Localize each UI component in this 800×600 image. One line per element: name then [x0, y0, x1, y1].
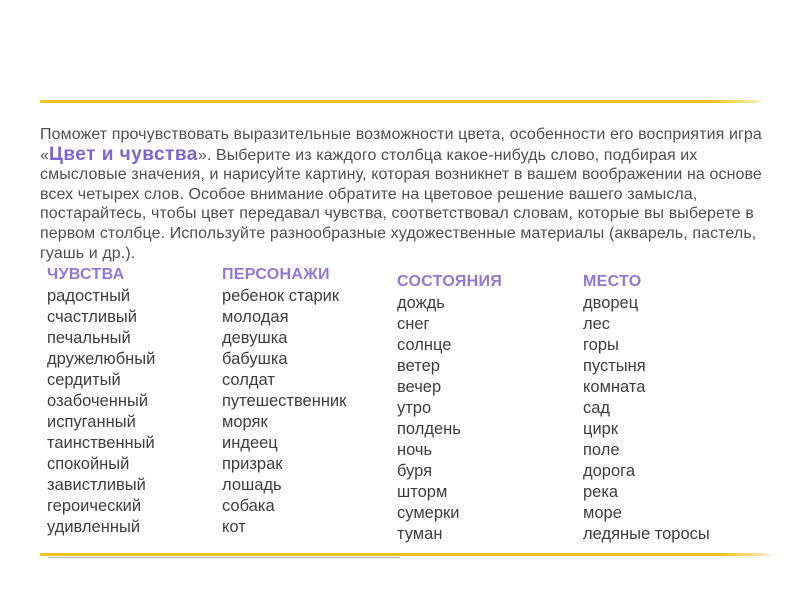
- list-item: солнце: [397, 336, 452, 354]
- intro-text-after: ». Выберите из каждого столбца какое-нибудь слово, подбирая их смысловые значения, и нарисуйте картину, которая возникнет в вашем воображении на основе всех четырех слов. Особое внимание обратите на цветовое решение вашего замысла, постарайтесь, чтобы цвет передавал чувства, соответствовал словам, которые вы выберете в первом столбце. Используйте разнообразные художественные материалы (акварель, пастель, гуашь и др.).: [40, 146, 762, 262]
- column-states-header: СОСТОЯНИЯ: [397, 273, 503, 290]
- word-columns: [47, 266, 767, 545]
- column-places-header: МЕСТО: [583, 273, 642, 290]
- list-item: радостный: [47, 287, 131, 305]
- list-item: счастливый: [47, 308, 137, 326]
- bottom-divider-line: [40, 553, 770, 556]
- list-item: озабоченный: [47, 392, 149, 410]
- column-feelings-list: [47, 286, 222, 538]
- list-item: сад: [583, 399, 611, 417]
- column-feelings: [47, 266, 222, 538]
- list-item: комната: [583, 378, 646, 396]
- list-item: море: [583, 504, 622, 522]
- intro-paragraph: [40, 125, 767, 263]
- list-item: моряк: [222, 413, 268, 431]
- list-item: бабушка: [222, 350, 288, 368]
- list-item: призрак: [222, 455, 283, 473]
- list-item: печальный: [47, 329, 131, 347]
- list-item: солдат: [222, 371, 275, 389]
- list-item: цирк: [583, 420, 619, 438]
- list-item: поле: [583, 441, 620, 459]
- list-item: дождь: [397, 294, 445, 312]
- column-feelings-header: ЧУВСТВА: [47, 266, 125, 283]
- column-places: [583, 266, 767, 545]
- column-places-list: [583, 293, 767, 545]
- list-item: индеец: [222, 434, 278, 452]
- list-item: утро: [397, 399, 432, 417]
- list-item: героический: [47, 497, 142, 515]
- column-characters-header: ПЕРСОНАЖИ: [222, 266, 330, 283]
- list-item: горы: [583, 336, 619, 354]
- intro-text-before: Поможет прочувствовать выразительные возможности цвета, особенности его восприятия игра «: [40, 126, 762, 164]
- list-item: река: [583, 483, 619, 501]
- list-item: лошадь: [222, 476, 282, 494]
- list-item: испуганный: [47, 413, 136, 431]
- list-item: завистливый: [47, 476, 146, 494]
- column-states: [397, 266, 583, 545]
- column-characters: [222, 266, 397, 538]
- list-item: лес: [583, 315, 611, 333]
- list-item: туман: [397, 525, 443, 543]
- list-item: вечер: [397, 378, 442, 396]
- list-item: ночь: [397, 441, 433, 459]
- list-item: ребенок старик: [222, 287, 340, 305]
- list-item: спокойный: [47, 455, 130, 473]
- list-item: таинственный: [47, 434, 155, 452]
- list-item: сумерки: [397, 504, 460, 522]
- list-item: пустыня: [583, 357, 646, 375]
- list-item: кот: [222, 518, 246, 536]
- list-item: удивленный: [47, 518, 141, 536]
- column-states-list: [397, 293, 583, 545]
- list-item: ледяные торосы: [583, 525, 710, 543]
- column-characters-list: [222, 286, 397, 538]
- list-item: буря: [397, 462, 433, 480]
- list-item: шторм: [397, 483, 448, 501]
- list-item: собака: [222, 497, 275, 515]
- list-item: путешественник: [222, 392, 347, 410]
- game-title-highlight: Цвет и чувства: [49, 143, 198, 165]
- list-item: дружелюбный: [47, 350, 156, 368]
- list-item: ветер: [397, 357, 440, 375]
- list-item: дорога: [583, 462, 635, 480]
- list-item: девушка: [222, 329, 288, 347]
- list-item: полдень: [397, 420, 461, 438]
- list-item: дворец: [583, 294, 639, 312]
- top-divider-line: [40, 100, 762, 103]
- list-item: сердитый: [47, 371, 121, 389]
- list-item: снег: [397, 315, 430, 333]
- list-item: молодая: [222, 308, 289, 326]
